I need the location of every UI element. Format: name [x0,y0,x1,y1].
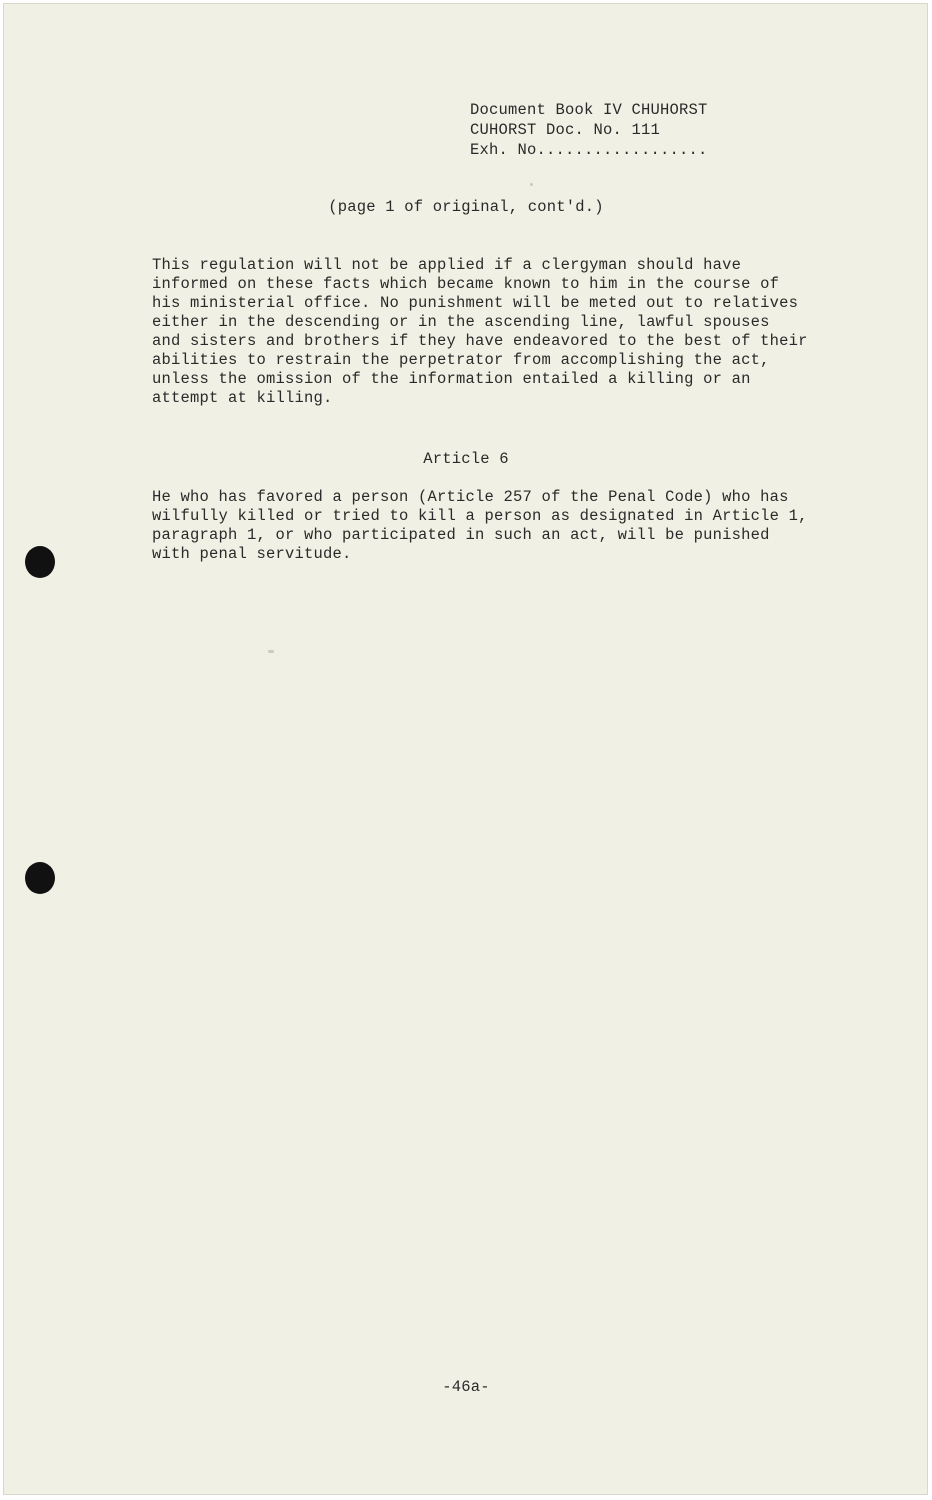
paragraph-line: informed on these facts which became known to him in the course of [152,275,780,293]
article-heading: Article 6 [423,450,509,468]
paragraph-article-6 [152,488,832,564]
exhibit-number-line: Exh. No.................. [470,141,708,159]
punch-hole [25,546,55,578]
paper-speck [530,183,533,186]
paragraph-line: either in the descending or in the ascending line, lawful spouses [152,313,770,331]
document-number-line: CUHORST Doc. No. 111 [470,121,661,139]
document-header [470,100,708,160]
paragraph-line: wilfully killed or tried to kill a person as designated in Article 1, [152,507,808,525]
paragraph-line: unless the omission of the information entailed a killing or an [152,370,751,388]
document-page [3,3,928,1495]
paragraph-line: He who has favored a person (Article 257 of the Penal Code) who has [152,488,789,506]
page-continuation-note: (page 1 of original, cont'd.) [328,198,604,216]
paragraph-line: and sisters and brothers if they have endeavored to the best of their [152,332,808,350]
paragraph-line: This regulation will not be applied if a clergyman should have [152,256,742,274]
paragraph-line: with penal servitude. [152,545,352,563]
document-book-line: Document Book IV CHUHORST [470,101,708,119]
paragraph-line: paragraph 1, or who participated in such an act, will be punished [152,526,770,544]
page-number: -46a- [442,1378,490,1396]
paragraph-line: his ministerial office. No punishment will be meted out to relatives [152,294,799,312]
paragraph-line: attempt at killing. [152,389,333,407]
paragraph-line: abilities to restrain the perpetrator from accomplishing the act, [152,351,770,369]
paper-speck [268,650,274,653]
paragraph-regulation [152,256,832,408]
punch-hole [25,862,55,894]
